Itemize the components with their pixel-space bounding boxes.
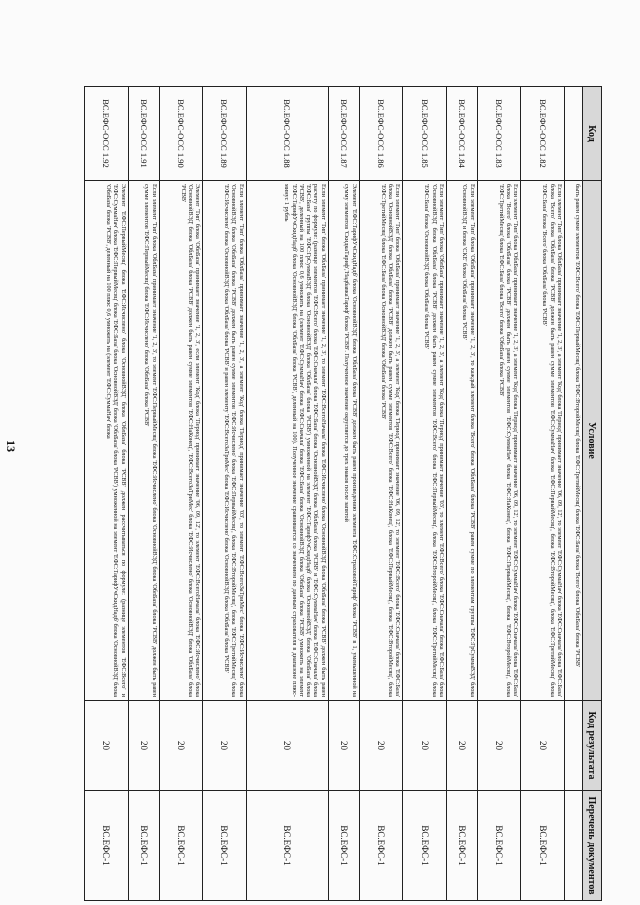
row-condition: быть равен сумме элементов 'ЕФС:Всего' блока 'ЕФС:ПервыйМесяц' блока 'ЕФС:ВторойМесяц' блока 'ЕФС:ТретийМесяц' блока 'ЕФС:База' блока 'Всего' блока 'ОблБаза' блока 'РСВВ' bbox=[564, 181, 582, 701]
row-result-code: 20 bbox=[203, 701, 247, 791]
table-row bbox=[477, 87, 521, 901]
header-condition: Условие bbox=[583, 181, 602, 701]
row-result-code bbox=[564, 701, 582, 791]
header-result-code: Код результата bbox=[583, 701, 602, 791]
row-documents: ВС.ЕФС-1 bbox=[359, 791, 403, 901]
row-condition: Если элемент 'Тип' блока 'ОблБаза' принимает значение '1, 2, 3', а элемент 'Код' блока 'Период' принимает значение '03', то элемент 'ЕФС:ВсегоЗаТриМес' блока 'ЕФС:Исчислено' блока 'ОсновнойВЭД' блока 'ОблБаза' блока 'РСВВ' должен быть равен сумме элементов 'ЕФС:Исчислено' блока 'ЕФС:ПервыйМесяц', блока 'ЕФС:ВторойМесяц', блока 'ЕФС:ТретийМесяц' блока 'ЕФС:Исчислено' блока 'ОсновнойВЭД' блока 'ОблБаза' блока 'РСВВ' и равен элементу 'ЕФС:ВсегоЗаТриМес' блока 'ЕФС:Исчислено' блока 'ОсновнойВЭД' блока 'ОблБаза' блока 'РСВВ' bbox=[203, 181, 247, 701]
table-row bbox=[203, 87, 247, 901]
row-condition: Если элемент 'Тип' блока 'ОблБаза' принимает значение '1, 2, 3', то каждый элемент блока 'Всего' блока 'ОблБаза' блока 'РСВВ' равен сумме по элементам группы 'ЕФС:ГрСуммаВЭД' блока 'ОсновнойВЭД' и блока 'СКЕ' блока 'ОблБаза' блока 'РСВВ' bbox=[446, 181, 477, 701]
row-documents: ВС.ЕФС-1 bbox=[328, 791, 359, 901]
rules-table bbox=[84, 86, 602, 901]
row-condition: Элемент 'ЕФС:ТарифУчСкидНадб' блока 'ОсновнойВЭД' блока 'ОблБаза' блока 'РСВВ' должен быть равен произведению элемента 'ЕФС:СтраховойТариф' блока 'РСВВ' в 1, уменьшенной на сумму элементов 'СкидкаТариф','НадбавкаТариф' блока 'РСВВ'. Полученное значение округляется до трех знаков после запятой bbox=[328, 181, 359, 701]
table-row bbox=[159, 87, 203, 901]
table-row bbox=[403, 87, 447, 901]
row-code: ВС.ЕФС-ОСС 1.83 bbox=[477, 87, 521, 181]
row-condition: Если элемент 'Тип' блока 'ОблБаза' принимает значение '1, 2, 3', то элемент 'ЕФС:ПервыйМесяц' блока 'ЕФС:Исчислено' блока 'ОсновнойВЭД' блока 'ОблБаза' блока 'РСВВ' должен быть равен сумме элементов 'ЕФС:ПервыйМесяц' блока 'ЕФС:Исчислено' блока 'ОблБаза' блока 'РСВВ' bbox=[128, 181, 159, 701]
table-row bbox=[128, 87, 159, 901]
table-row bbox=[521, 87, 565, 901]
rotated-table-container bbox=[84, 86, 602, 900]
table-row bbox=[564, 87, 582, 901]
row-result-code: 20 bbox=[403, 701, 447, 791]
row-code: ВС.ЕФС-ОСС 1.82 bbox=[521, 87, 565, 181]
table-row bbox=[446, 87, 477, 901]
row-result-code: 20 bbox=[128, 701, 159, 791]
row-documents: ВС.ЕФС-1 bbox=[85, 791, 129, 901]
row-result-code: 20 bbox=[359, 701, 403, 791]
row-documents bbox=[564, 791, 582, 901]
row-code bbox=[564, 87, 582, 181]
row-condition: Если элемент 'Тип' блока 'ОблБаза' принимает значение '1, 2, 3', а элемент 'Код' блока 'Период' принимает значение '06, 09, 12', то элемент 'ЕФС:СуммаНач' блока 'ЕФС:Сначала' блока 'ЕФС:База' блока 'Всего' блока 'ОблБаза' блока 'РСВВ' должен быть равен сумме элементов 'ЕФС:СуммаНач' блока 'ЕФС:НаКонец', блока 'ЕФС:ПервыйМесяц', блока 'ЕФС:ВторойМесяц', блока 'ЕФС:ТретийМесяц' блока 'ЕФС:База' блока 'Всего' блока 'ОблБаза' блока 'РСВВ' bbox=[477, 181, 521, 701]
page-number: 13 bbox=[4, 440, 18, 452]
row-code: ВС.ЕФС-ОСС 1.91 bbox=[128, 87, 159, 181]
row-condition: Элемент 'Тип' блока 'ОблБаза' принимает значение '1, 2, 3', если элемент 'Код' блока 'Период' принимает значение '06, 09, 12', то элемент 'ЕФС:ВсегоНачала' блока 'ЕФС:Исчислено' блока 'ОсновнойВЭД' блока 'ОблБаза' блока 'РСВВ' должен быть равен сумме элементов 'ЕФС:НаКонец', 'ЕФС:ВсегоЗаТриМес' блока 'ЕФС:Исчислено' блока 'ОсновнойВЭД' блока 'ОблБаза' блока 'РСВВ' bbox=[159, 181, 203, 701]
header-documents: Перечень документов bbox=[583, 791, 602, 901]
row-condition: Если элемент 'Тип' блока 'ОблБаза' принимает значение '1, 2, 3', а элемент 'Код' блока 'Период' принимает значение '06, 09, 12', то элемент 'ЕФС:СуммаНач' блока 'ЕФС:Сначала' блока 'ЕФС:База' блока 'Всего' блока 'ОблБаза' блока 'РСВВ' должен быть равен сумме элементов 'ЕФС:СуммаНач' блока 'ЕФС:ПервыйМесяц', блока 'ЕФС:ВторойМесяц', блока 'ЕФС:ТретийМесяц' блока 'ЕФС:База' блока 'Всего' блока 'ОблБаза' блока 'РСВВ' bbox=[521, 181, 565, 701]
row-result-code: 20 bbox=[446, 701, 477, 791]
row-documents: ВС.ЕФС-1 bbox=[203, 791, 247, 901]
row-result-code: 20 bbox=[477, 701, 521, 791]
table-row bbox=[359, 87, 403, 901]
table-header-row bbox=[583, 87, 602, 901]
row-documents: ВС.ЕФС-1 bbox=[477, 791, 521, 901]
row-code: ВС.ЕФС-ОСС 1.84 bbox=[446, 87, 477, 181]
row-code: ВС.ЕФС-ОСС 1.92 bbox=[85, 87, 129, 181]
table-row bbox=[246, 87, 328, 901]
row-documents: ВС.ЕФС-1 bbox=[159, 791, 203, 901]
row-code: ВС.ЕФС-ОСС 1.86 bbox=[359, 87, 403, 181]
row-code: ВС.ЕФС-ОСС 1.90 bbox=[159, 87, 203, 181]
row-documents: ВС.ЕФС-1 bbox=[521, 791, 565, 901]
header-code: Код bbox=[583, 87, 602, 181]
row-condition: Если элемент 'Тип' блока 'ОблБаза' принимает значение '1, 2, 3', то элемент 'ЕФС:ВсегоНачала' блока 'ЕФС:Исчислено' блока 'ОсновнойВЭД' блока 'ОблБаза' блока 'РСВВ' должен быть равен расчету по формуле: (разнице элементов 'ЕФС:Всего' блока 'ЕФС:Сначала' блока 'ЕФС:База' блока 'ОсновнойВЭД' блока 'ОблБаза' блока 'РСВВ' и 'ЕФС:СуммаНач' блока 'ЕФС:Сначала' блока 'ЕФС:База' группы 'ЕФС:ГрСуммаВЭД' блока 'ОсновнойВЭД' блока 'ОблБаза' блока 'РСВВ') умноженной на элемент 'ЕФС:ТарифУчСкидНадб' блока 'ОсновнойВЭД' блока 'ОблБаза' блока 'РСВВ', деленный на 100 плюс 0,6 умножить на (элемент 'ЕФС:СуммаНач' блока 'ЕФС:Сначала' блока 'ЕФС:База' блока 'ОсновнойВЭД' блока 'ОблБаза' блока 'РСВВ' умножить на элемент 'ЕФС:ТарифУчСкидНадб' блока 'ОсновнойВЭД' блока 'ОблБаза' блока 'РСВВ', деленный на 100). Полученное значение сравнивается со значением по данным страхователя в диапазоне плюс-минус 1 рубль bbox=[246, 181, 328, 701]
row-documents: ВС.ЕФС-1 bbox=[128, 791, 159, 901]
row-result-code: 20 bbox=[246, 701, 328, 791]
row-condition: Элемент 'ЕФС:ПервыйМесяц' блока 'ЕФС:Исчислено' блока 'ОсновнойВЭД' блока 'ОблБаза' блока 'РСВВ' должен рассчитываться по формуле: (разнице элементов 'ЕФС:Всего' и 'ЕФС:СуммаНач' блока 'ЕФС:ПервыйМесяц' блока 'ЕФС:База' блока 'ОсновнойВЭД' блока 'ОблБаза' блока 'РСВВ') умноженной на элемент 'ЕФС:ТарифУчСкидНадб' блока 'ОсновнойВЭД' блока 'ОблБаза' блока 'РСВВ', деленный на 100 плюс 0,6 умножить на (элемент 'ЕФС:СуммаНач' блока bbox=[85, 181, 129, 701]
row-code: ВС.ЕФС-ОСС 1.88 bbox=[246, 87, 328, 181]
row-result-code: 20 bbox=[159, 701, 203, 791]
row-condition: Если элемент 'Тип' блока 'ОблБаза' принимает значение '1, 2, 3', а элемент 'Код' блока 'Период' принимает значение '03', то элемент 'ЕФС:Всего' блока 'ЕФС:Сначала' блока 'ЕФС:База' блока 'ОсновнойВЭД' блока 'ОблБаза' блока 'РСВВ' должен быть равен сумме элементов 'ЕФС:Всего' блока 'ЕФС:ПервыйМесяц', блока 'ЕФС:ВторойМесяц', блока 'ЕФС:ТретийМесяц' блока 'ЕФС:База' блока 'ОсновнойВЭД' блока 'ОблБаза' блока 'РСВВ' bbox=[403, 181, 447, 701]
table-row bbox=[85, 87, 129, 901]
row-result-code: 20 bbox=[521, 701, 565, 791]
row-result-code: 20 bbox=[328, 701, 359, 791]
row-condition: Если элемент 'Тип' блока 'ОблБаза' принимает значение '1, 2, 3', а элемент 'Код' блока 'Период' принимает значение '06, 09, 12', то элемент 'ЕФС:Всего' блока 'ЕФС:Сначала' блока 'ЕФС:База' блока 'ОсновнойВЭД' блока 'ОблБаза' блока 'РСВВ' должен быть равен сумме элементов 'ЕФС:Всего' блока 'ЕФС:НаКонец', блока 'ЕФС:ПервыйМесяц', блока 'ЕФС:ВторойМесяц', блока 'ЕФС:ТретийМесяц' блока 'ЕФС:База' блока 'ОсновнойВЭД' блока 'ОблБаза' блока 'РСВВ' bbox=[359, 181, 403, 701]
row-result-code: 20 bbox=[85, 701, 129, 791]
row-code: ВС.ЕФС-ОСС 1.87 bbox=[328, 87, 359, 181]
row-documents: ВС.ЕФС-1 bbox=[403, 791, 447, 901]
row-documents: ВС.ЕФС-1 bbox=[246, 791, 328, 901]
row-documents: ВС.ЕФС-1 bbox=[446, 791, 477, 901]
table-row bbox=[328, 87, 359, 901]
row-code: ВС.ЕФС-ОСС 1.85 bbox=[403, 87, 447, 181]
row-code: ВС.ЕФС-ОСС 1.89 bbox=[203, 87, 247, 181]
